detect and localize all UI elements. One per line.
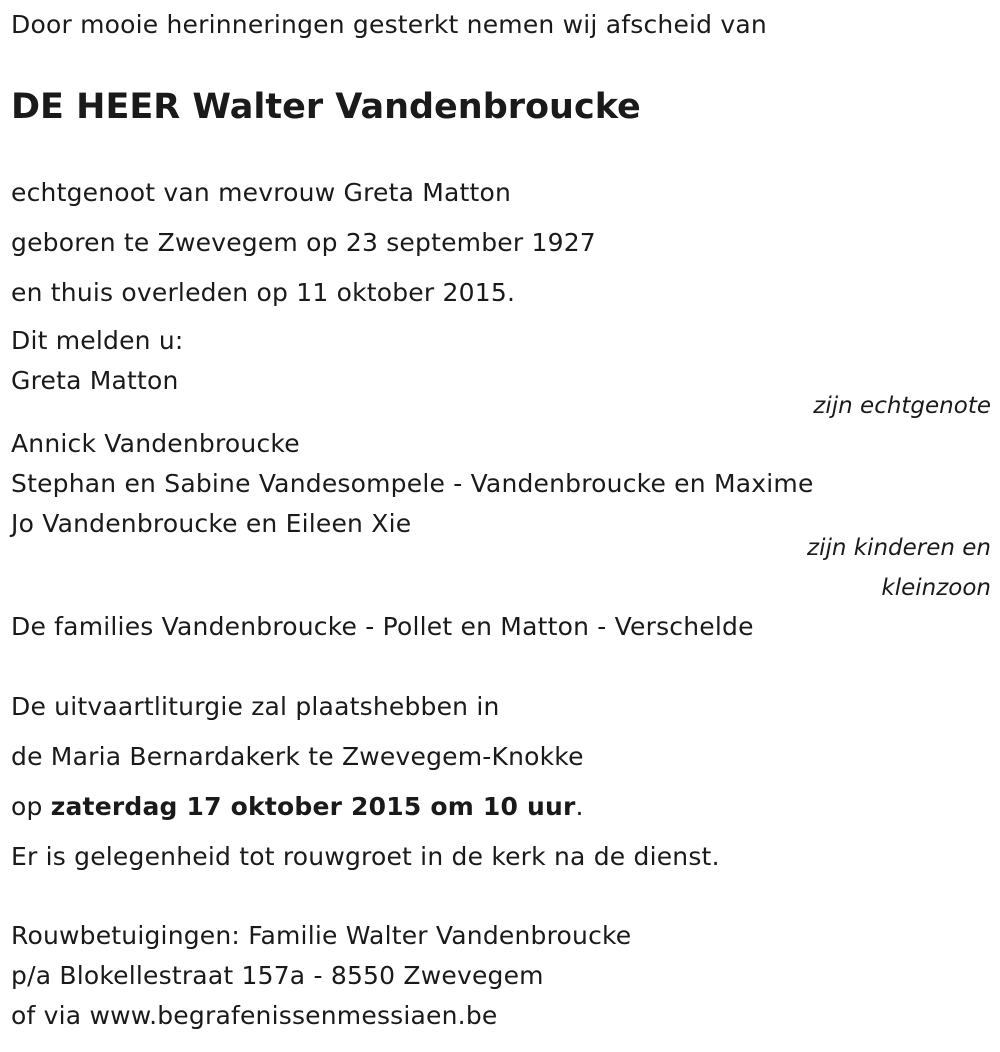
- condolences-address: p/a Blokellestraat 157a - 8550 Zwevegem: [11, 961, 544, 990]
- funeral-date: zaterdag 17 oktober 2015 om 10 uur: [50, 792, 576, 821]
- birth-line: geboren te Zwevegem op 23 september 1927: [11, 228, 596, 257]
- funeral-date-prefix: op: [11, 792, 51, 821]
- child-line: Jo Vandenbroucke en Eileen Xie: [11, 509, 412, 538]
- child-line: Stephan en Sabine Vandesompele - Vandenbroucke en Maxime: [11, 469, 814, 498]
- child-line: Annick Vandenbroucke: [11, 429, 300, 458]
- funeral-line-1: De uitvaartliturgie zal plaatshebben in: [11, 692, 500, 721]
- spouse-relation: zijn echtgenote: [813, 393, 991, 419]
- deceased-name: DE HEER Walter Vandenbroucke: [11, 87, 641, 127]
- children-relation: zijn kinderen en: [807, 535, 991, 561]
- families-line: De families Vandenbroucke - Pollet en Matton - Verschelde: [11, 612, 754, 641]
- intro-text: Door mooie herinneringen gesterkt nemen wij afscheid van: [11, 10, 767, 39]
- condolences-website: of via www.begrafenissenmessiaen.be: [11, 1001, 498, 1030]
- condolences-line-1: Rouwbetuigingen: Familie Walter Vandenbroucke: [11, 921, 632, 950]
- funeral-date-suffix: .: [575, 792, 584, 821]
- children-relation-continued: kleinzoon: [881, 575, 991, 601]
- funeral-line-2: de Maria Bernardakerk te Zwevegem-Knokke: [11, 742, 584, 771]
- spouse-line: echtgenoot van mevrouw Greta Matton: [11, 178, 512, 207]
- funeral-line-4: Er is gelegenheid tot rouwgroet in de kerk na de dienst.: [11, 842, 720, 871]
- funeral-date-line: [11, 792, 584, 822]
- announcers-heading: Dit melden u:: [11, 326, 184, 355]
- death-line: en thuis overleden op 11 oktober 2015.: [11, 278, 516, 307]
- spouse-name: Greta Matton: [11, 366, 179, 395]
